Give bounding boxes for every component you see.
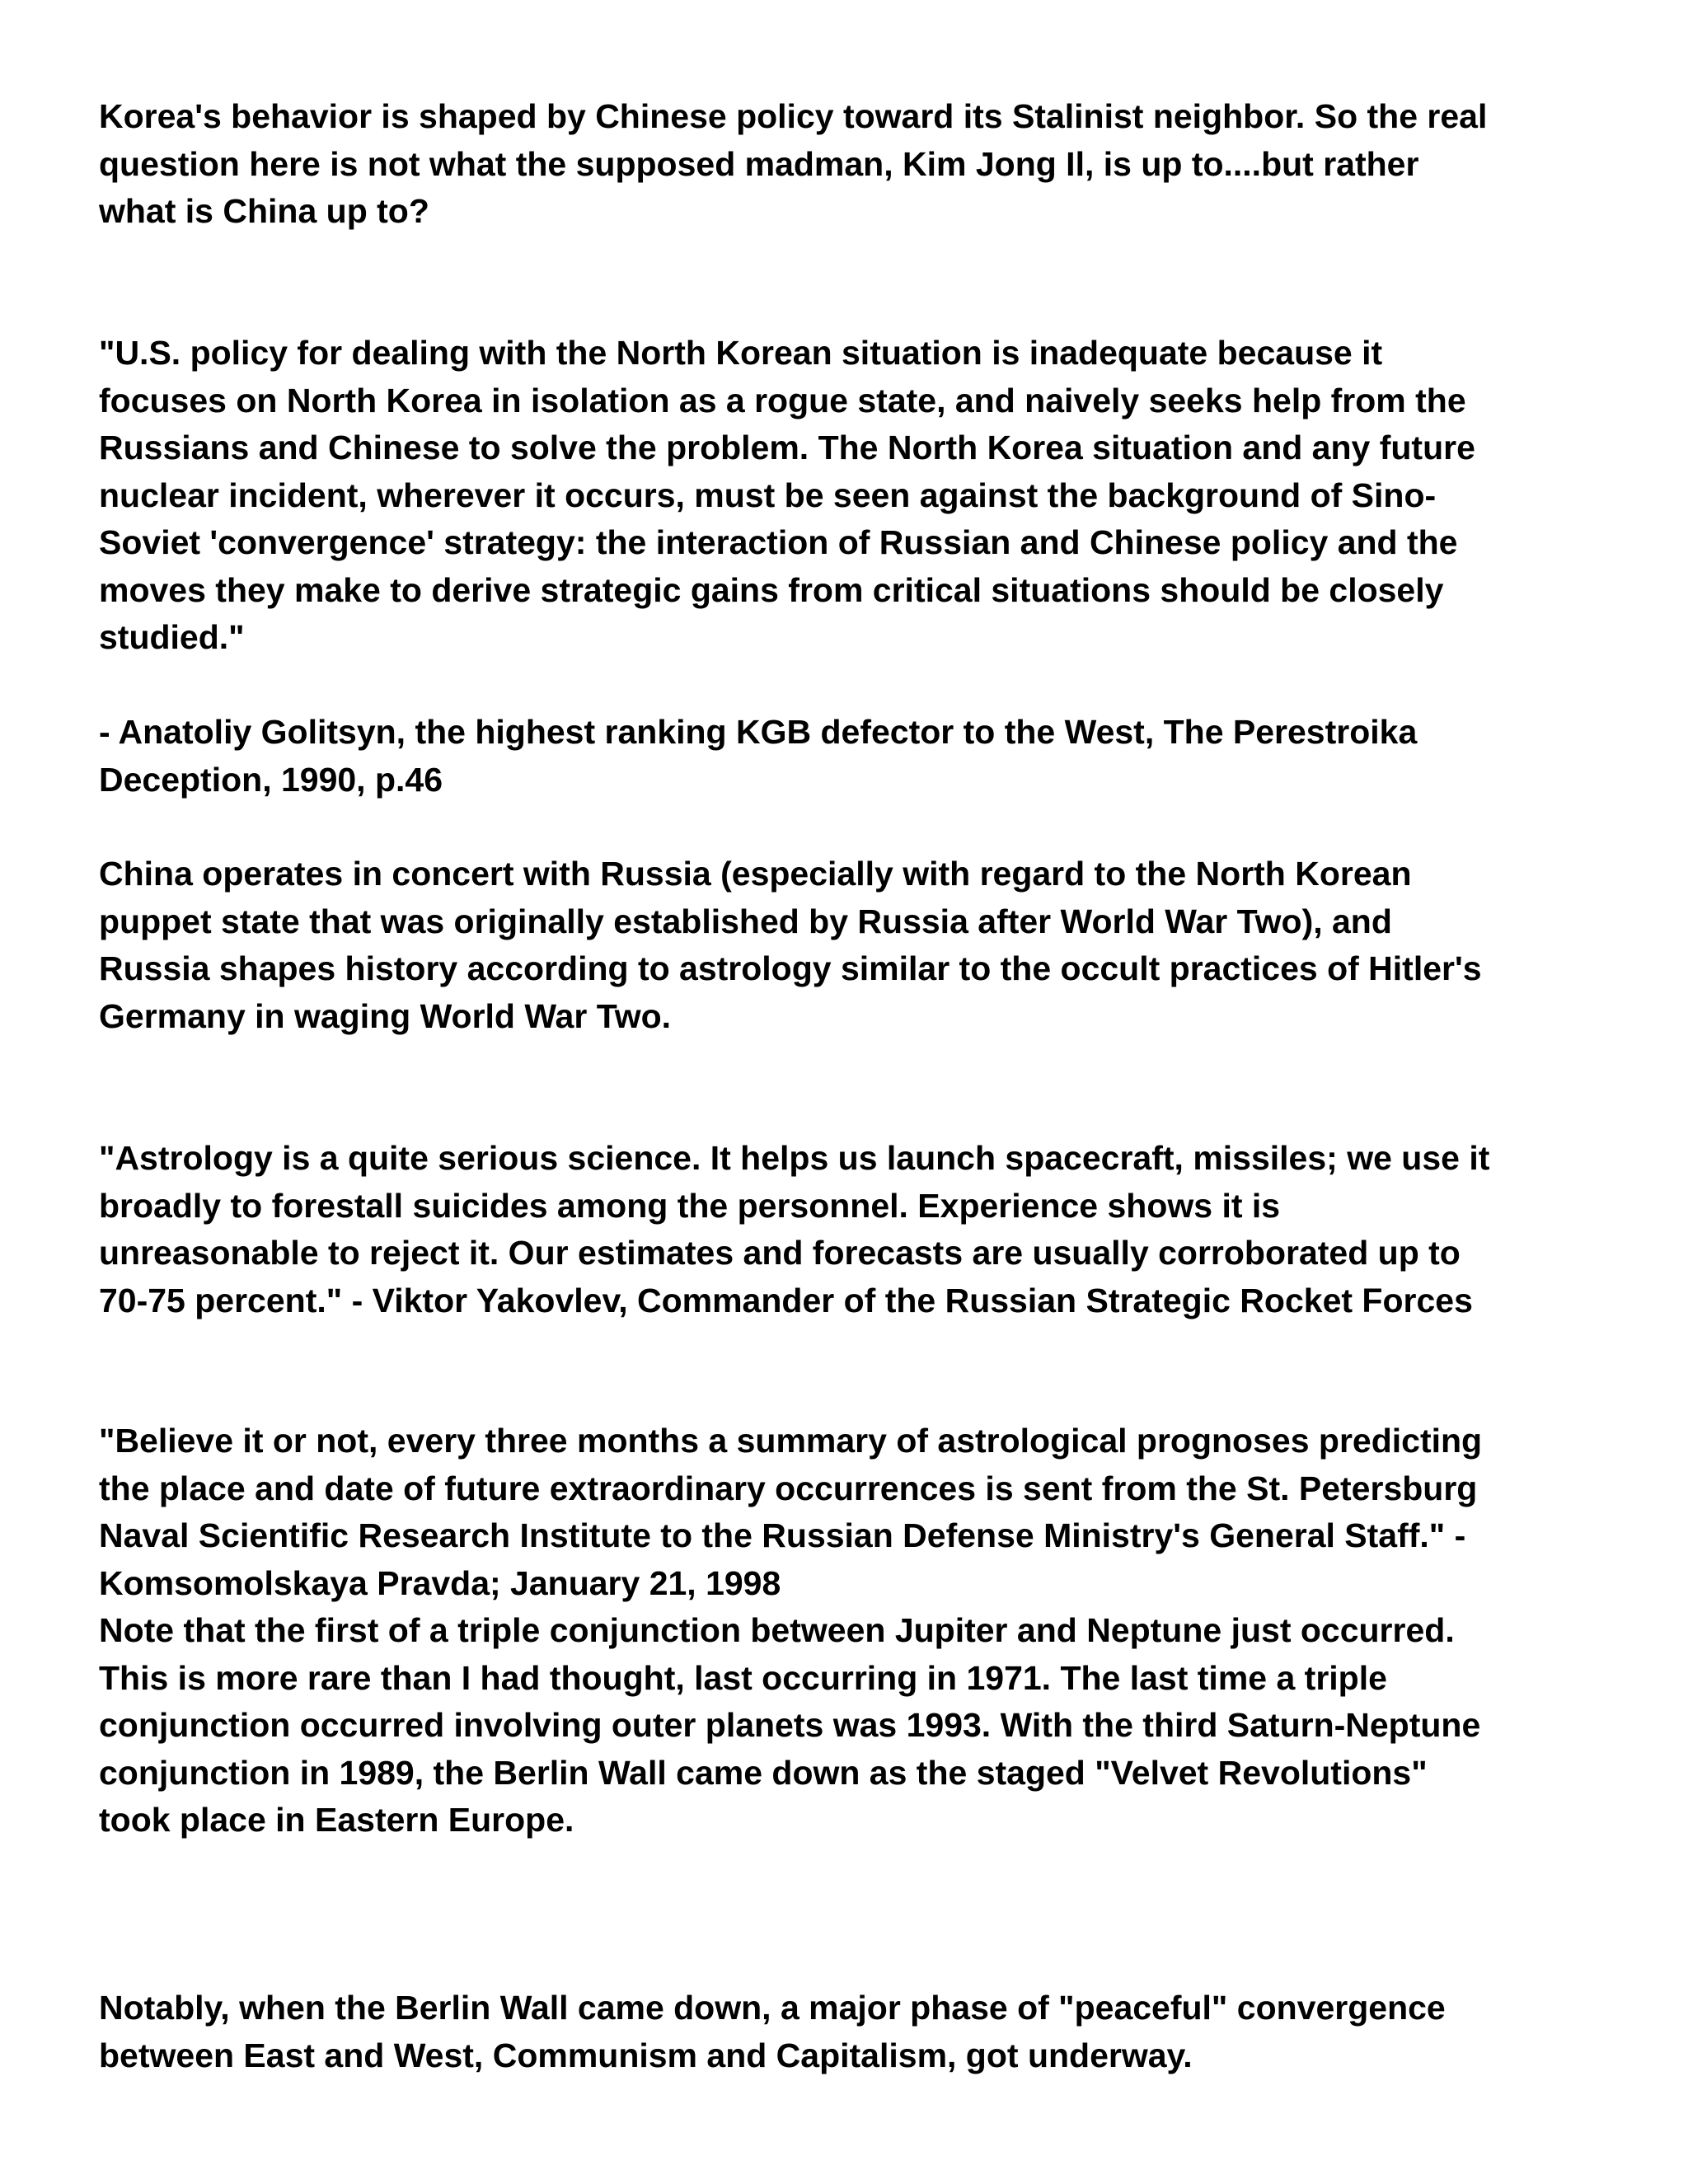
paragraph-china-question: Korea's behavior is shaped by Chinese policy toward its Stalinist neighbor. So the real question here is not what the supposed madman, Kim Jong Il, is up to....but rather what is China up to?: [99, 97, 1488, 230]
paragraph-golitsyn-attribution: - Anatoliy Golitsyn, the highest ranking KGB defector to the West, The Perestroika Deception, 1990, p.46: [99, 713, 1418, 799]
paragraph-yakovlev-quote: "Astrology is a quite serious science. It helps us launch spacecraft, missiles; we use it broadly to forestall suicides among the personnel. Experience shows it is unreasonable to reject it. Our estimates and forecasts are usually corroborated up to 70-75 percent." - Viktor Yakovlev, Commander of the Russian Strategic Rocket Forces: [99, 1139, 1490, 1319]
paragraph-berlin-wall-convergence: Notably, when the Berlin Wall came down, a major phase of "peaceful" convergence between East and West, Communism and Capitalism, got underway.: [99, 1989, 1446, 2074]
paragraph-golitsyn-quote: "U.S. policy for dealing with the North Korean situation is inadequate because it focuses on North Korea in isolation as a rogue state, and naively seeks help from the Russians and Chinese to solve the problem. The North Korea situation and any future nuclear incident, wherever it occurs, must be seen against the background of Sino- Soviet 'convergence' strategy: the interaction of Russian and Chinese policy and the moves they make to derive strategic gains from critical situations should be closely studied.": [99, 334, 1475, 656]
paragraph-china-russia-astrology: China operates in concert with Russia (especially with regard to the North Korean puppet state that was originally established by Russia after World War Two), and Russia shapes history according to astrology similar to the occult practices of Hitler's Germany in waging World War Two.: [99, 855, 1482, 1035]
paragraph-komsomolskaya-quote: "Believe it or not, every three months a summary of astrological prognoses predicting the place and date of future extraordinary occurrences is sent from the St. Petersburg Naval Scientific Research Institute to the Russian Defense Ministry's General Staff." - Komsomolskaya Pravda; January 21, 1998: [99, 1422, 1483, 1602]
paragraph-triple-conjunction: Note that the first of a triple conjunction between Jupiter and Neptune just occurred. This is more rare than I had thought, last occurring in 1971. The last time a triple conjunction occurred involving outer planets was 1993. With the third Saturn-Neptune conjunction in 1989, the Berlin Wall came down as the staged "Velvet Revolutions" took place in Eastern Europe.: [99, 1611, 1481, 1839]
